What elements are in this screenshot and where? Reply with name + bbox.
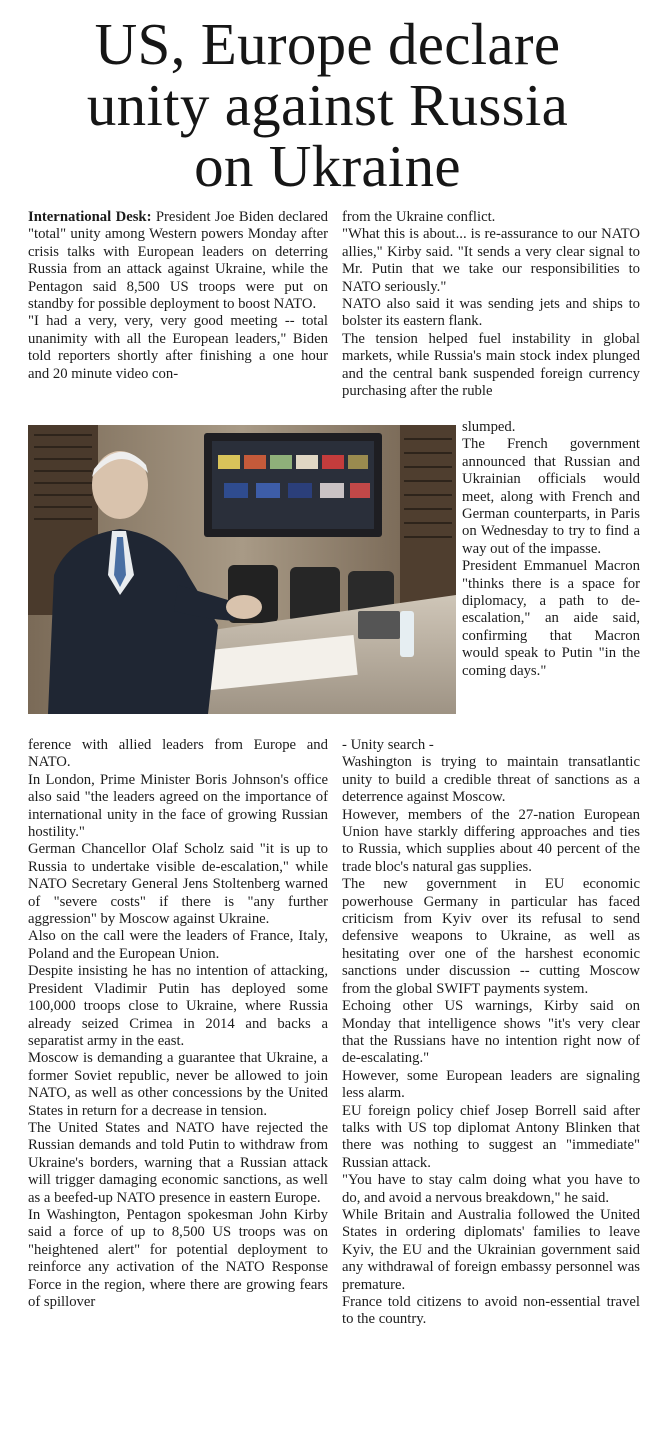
dateline: International Desk:	[28, 209, 152, 225]
article-column-right-inset	[462, 419, 640, 680]
headline-line-2: unity against Russia	[86, 72, 569, 138]
article-paragraph: In London, Prime Minister Boris Johnson's office also said "the leaders agreed on the importance of international unity in the face of growing Russian hostility."	[28, 771, 328, 841]
article-paragraph: Despite insisting he has no intention of attacking, President Vladimir Putin has deployed some 100,000 troops close to Ukraine, where Russia already seized Crimea in 2014 and backs a separatist army in the east.	[28, 963, 328, 1049]
article-paragraph: "You have to stay calm doing what you have to do, and avoid a nervous breakdown," he said.	[342, 1172, 640, 1206]
article-column-left-top	[28, 209, 328, 383]
article-paragraph: However, members of the 27-nation European Union have starkly differing approaches and ties to Russia, which supplies about 40 percent of the trade bloc's natural gas supplies.	[342, 806, 640, 875]
article-paragraph: While Britain and Australia followed the United States in ordering diplomats' families to leave Kyiv, the EU and the Ukrainian government said any withdrawal of foreign embassy personnel was premature.	[342, 1206, 640, 1293]
headline-line-3: on Ukraine	[194, 133, 461, 199]
article-paragraph: Moscow is demanding a guarantee that Ukraine, a former Soviet republic, never be allowed to join NATO, as well as other concessions by the United States in return for a decrease in tension.	[28, 1050, 328, 1119]
article-paragraph: The tension helped fuel instability in global markets, while Russia's main stock index plunged and the central bank suspended foreign currency purchasing after the ruble	[342, 330, 640, 400]
subheading-unity-search: - Unity search -	[342, 737, 434, 753]
article-paragraph: President Emmanuel Macron "thinks there is a space for diplomacy, a path to de-escalation," an aide said, confirming that Macron would speak to Putin "in the coming days."	[462, 558, 640, 679]
article-column-right-top	[342, 209, 640, 400]
article-paragraph: ference with allied leaders from Europe and NATO.	[28, 737, 328, 771]
article-photo	[28, 425, 456, 714]
article-paragraph: In Washington, Pentagon spokesman John Kirby said a force of up to 8,500 US troops was on "heightened alert" for potential deployment to reinforce any activation of the NATO Response Force in the region, where there are growing fears of spillover	[28, 1206, 328, 1310]
photo-illustration	[28, 425, 456, 714]
article-paragraph: The French government announced that Russian and Ukrainian officials would meet, along with French and German counterparts, in Paris on Wednesday to try to find a way out of the impasse.	[462, 436, 640, 557]
article-paragraph: "What this is about... is re-assurance to our NATO allies," Kirby said. "It sends a very clear signal to Mr. Putin that we take our responsibilities to NATO seriously."	[342, 226, 640, 295]
article-paragraph: Also on the call were the leaders of France, Italy, Poland and the European Union.	[28, 928, 328, 962]
article-paragraph: International Desk: President Joe Biden declared "total" unity among Western powers Monday after crisis talks with European leaders on deterring Russia from an attack against Ukraine, while the Pentagon said 8,500 US troops were put on standby for possible deployment to boost NATO.	[28, 209, 328, 313]
article-column-right-bottom	[342, 737, 640, 1329]
article-paragraph: However, some European leaders are signaling less alarm.	[342, 1067, 640, 1102]
article-paragraph: slumped.	[462, 419, 516, 435]
article-paragraph: NATO also said it was sending jets and ships to bolster its eastern flank.	[342, 296, 640, 330]
headline-line-1: US, Europe declare	[94, 11, 561, 77]
article-paragraph: The new government in EU economic powerhouse Germany in particular has faced criticism from Kyiv over its refusal to send defensive weapons to Ukraine, as well as hesitating over one of the harshest economic sanctions under discussion -- cutting Moscow from the global SWIFT payments system.	[342, 876, 640, 997]
headline	[20, 11, 635, 199]
article-paragraph: German Chancellor Olaf Scholz said "it is up to Russia to undertake visible de-escalation," while NATO Secretary General Jens Stoltenberg warned of "severe costs" if there is "any further aggression" by Moscow against Ukraine.	[28, 841, 328, 928]
article-paragraph: France told citizens to avoid non-essential travel to the country.	[342, 1294, 640, 1328]
article-paragraph: Echoing other US warnings, Kirby said on Monday that intelligence shows "it's very clear that the Russians have no intention right now of de-escalating."	[342, 998, 640, 1067]
article-paragraph: from the Ukraine conflict.	[342, 209, 496, 225]
article-paragraph: EU foreign policy chief Josep Borrell said after talks with US top diplomat Antony Blinken that there was nothing to suggest an "immediate" Russian attack.	[342, 1102, 640, 1171]
article-paragraph: "I had a very, very, very good meeting -- total unanimity with all the European leaders," Biden told reporters shortly after finishing a one hour and 20 minute video con-	[28, 313, 328, 382]
article-column-left-bottom	[28, 737, 328, 1311]
article-paragraph: The United States and NATO have rejected the Russian demands and told Putin to withdraw from Ukraine's borders, warning that a Russian attack will trigger damaging economic sanctions, as well as a beefed-up NATO presence in eastern Europe.	[28, 1119, 328, 1206]
article-paragraph: Washington is trying to maintain transatlantic unity to build a credible threat of sanctions as a deterrence against Moscow.	[342, 754, 640, 806]
